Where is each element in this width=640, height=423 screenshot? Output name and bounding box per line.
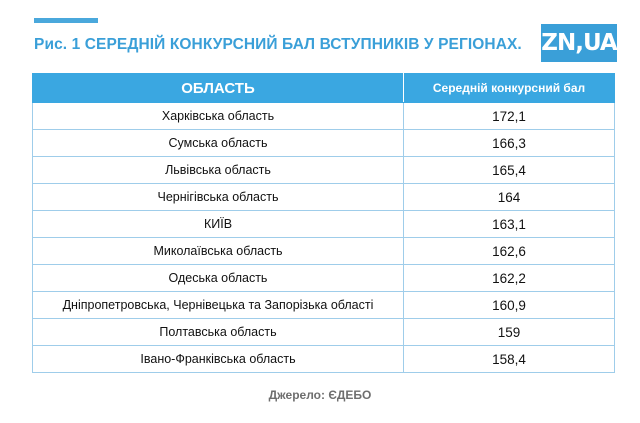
scores-table — [32, 73, 615, 373]
region-cell: КИЇВ — [33, 211, 404, 238]
figure-title: Рис. 1 СЕРЕДНІЙ КОНКУРСНИЙ БАЛ ВСТУПНИКІВ У РЕГІОНАХ. — [34, 36, 522, 53]
score-cell: 165,4 — [404, 157, 615, 184]
region-cell: Львівська область — [33, 157, 404, 184]
region-cell: Чернігівська область — [33, 184, 404, 211]
score-cell: 166,3 — [404, 130, 615, 157]
region-cell: Полтавська область — [33, 319, 404, 346]
source-note: Джерело: ЄДЕБО — [268, 388, 372, 402]
region-cell: Сумська область — [33, 130, 404, 157]
table-row — [33, 103, 615, 130]
table-header-row — [33, 74, 615, 103]
score-cell: 160,9 — [404, 292, 615, 319]
score-cell: 162,2 — [404, 265, 615, 292]
column-header-score: Середній конкурсний бал — [404, 74, 615, 103]
table-row — [33, 292, 615, 319]
table-row — [33, 130, 615, 157]
table-row — [33, 319, 615, 346]
table-row — [33, 184, 615, 211]
table-row — [33, 157, 615, 184]
region-cell: Миколаївська область — [33, 238, 404, 265]
region-cell: Івано-Франківська область — [33, 346, 404, 373]
region-cell: Одеська область — [33, 265, 404, 292]
region-cell: Дніпропетровська, Чернівецька та Запорізька області — [33, 292, 404, 319]
column-header-region: ОБЛАСТЬ — [33, 74, 404, 103]
table-row — [33, 211, 615, 238]
zn-ua-logo: ZN,UA — [541, 24, 617, 62]
score-cell: 172,1 — [404, 103, 615, 130]
table-row — [33, 346, 615, 373]
score-cell: 164 — [404, 184, 615, 211]
score-cell: 158,4 — [404, 346, 615, 373]
region-cell: Харківська область — [33, 103, 404, 130]
score-cell: 163,1 — [404, 211, 615, 238]
table-row — [33, 265, 615, 292]
table-row — [33, 238, 615, 265]
score-cell: 159 — [404, 319, 615, 346]
score-cell: 162,6 — [404, 238, 615, 265]
accent-bar — [34, 18, 98, 23]
